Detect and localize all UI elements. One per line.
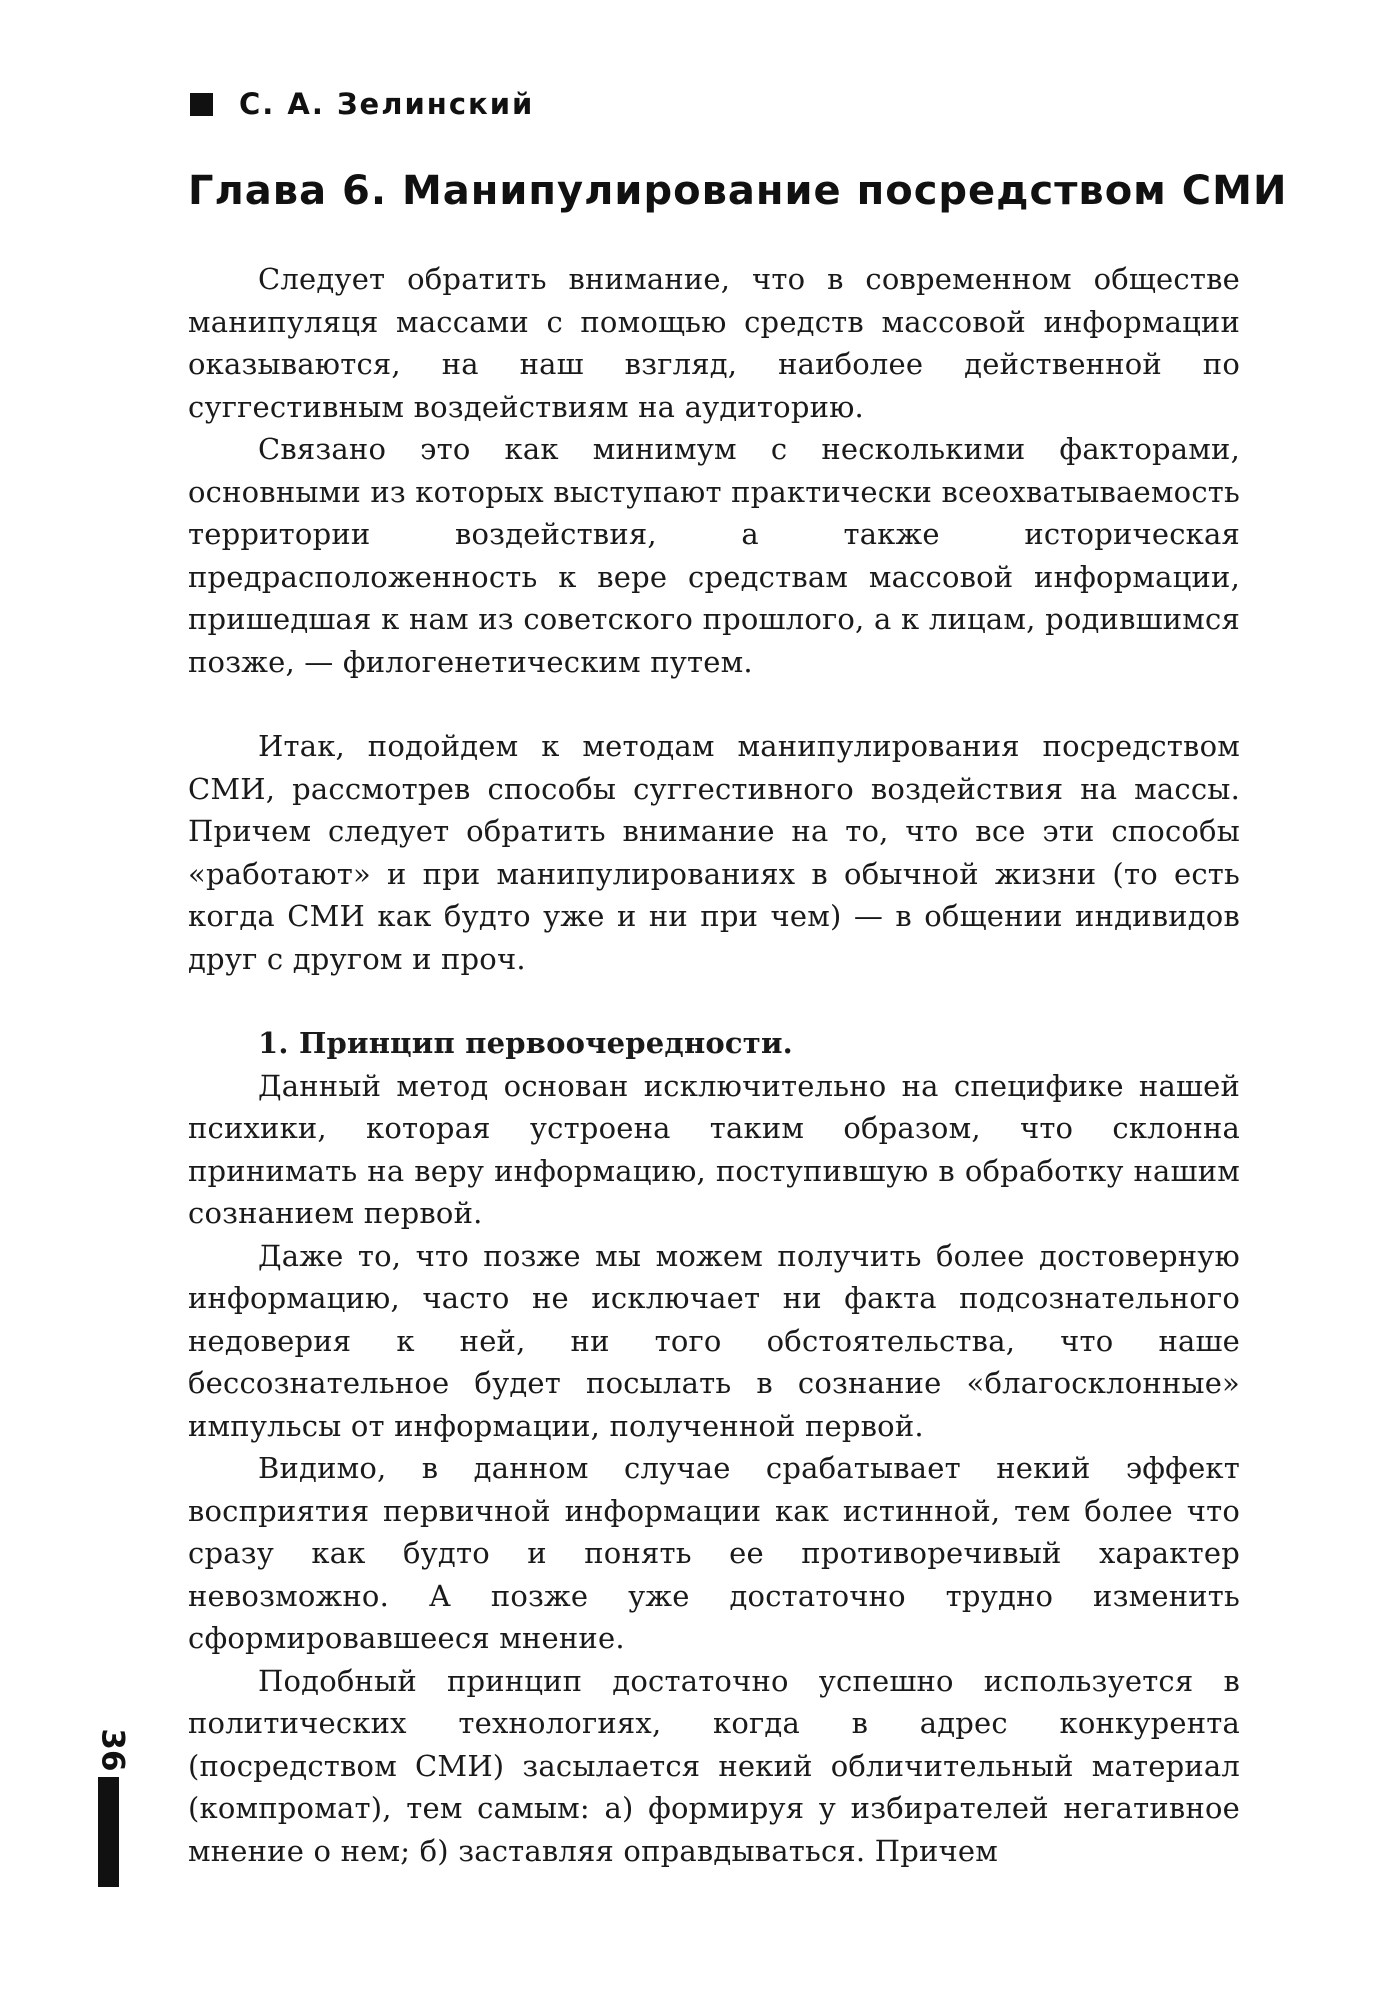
paragraph-section-4: Подобный принцип достаточно успешно используется в политических технологиях, когда в адрес конкурента (посредством СМИ) засылается некий обличительный материал (компромат), тем самым: а) формируя у избирателей негативное мнение о нем; б) заставляя оправдываться. Причем [188, 1663, 1240, 1868]
paragraph-section-2: Даже то, что позже мы можем получить более достоверную информацию, часто не исключает ни факта подсознательного недоверия к ней, ни того обстоятельства, что наше бессознательное будет посылать в сознание «благосклонные» импульсы от информации, полученной первой. [188, 1238, 1240, 1443]
chapter-title: Глава 6. Манипулирование посредством СМИ [188, 168, 1288, 214]
running-head [190, 82, 534, 126]
paragraph-intro-1: Следует обратить внимание, что в современном обществе манипуляця массами с помощью средств массовой информации оказываются, на наш взгляд, наиболее действенной по суггестивным воздействиям на аудиторию. [188, 262, 1240, 424]
paragraph-intro-2: Связано это как минимум с несколькими факторами, основными из которых выступают практически всеохватываемость территории воздействия, а также историческая предрасположенность к вере средствам массовой информации, пришедшая к нам из советского прошлого, а к лицам, родившимся позже, — филогенетическим путем. [188, 432, 1240, 679]
paragraph-section-3: Видимо, в данном случае срабатывает некий эффект восприятия первичной информации как истинной, тем более что сразу как будто и понять ее противоречивый характер невозможно. А позже уже достаточно трудно изменить сформировавшееся мнение. [188, 1451, 1240, 1655]
page-body [188, 258, 1240, 1872]
paragraph-section-1: Данный метод основан исключительно на специфике нашей психики, которая устроена таким образом, что склонна принимать на веру информацию, поступившую в обработку нашим сознанием первой. [188, 1068, 1240, 1230]
square-bullet-icon [190, 93, 213, 116]
paragraph-intro-3: Итак, подойдем к методам манипулирования посредством СМИ, рассмотрев способы суггестивного воздействия на массы. Причем следует обратить внимание на то, что все эти способы «работают» и при манипулированиях в обычной жизни (то есть когда СМИ как будто уже и ни при чем) — в общении индивидов друг с другом и проч. [188, 729, 1240, 976]
section-heading: 1. Принцип первоочередности. [258, 1026, 793, 1060]
page-edge-bar [98, 1777, 119, 1887]
page-number-label: 36 [95, 1728, 132, 1772]
author-name: С. А. Зелинский [239, 87, 535, 121]
